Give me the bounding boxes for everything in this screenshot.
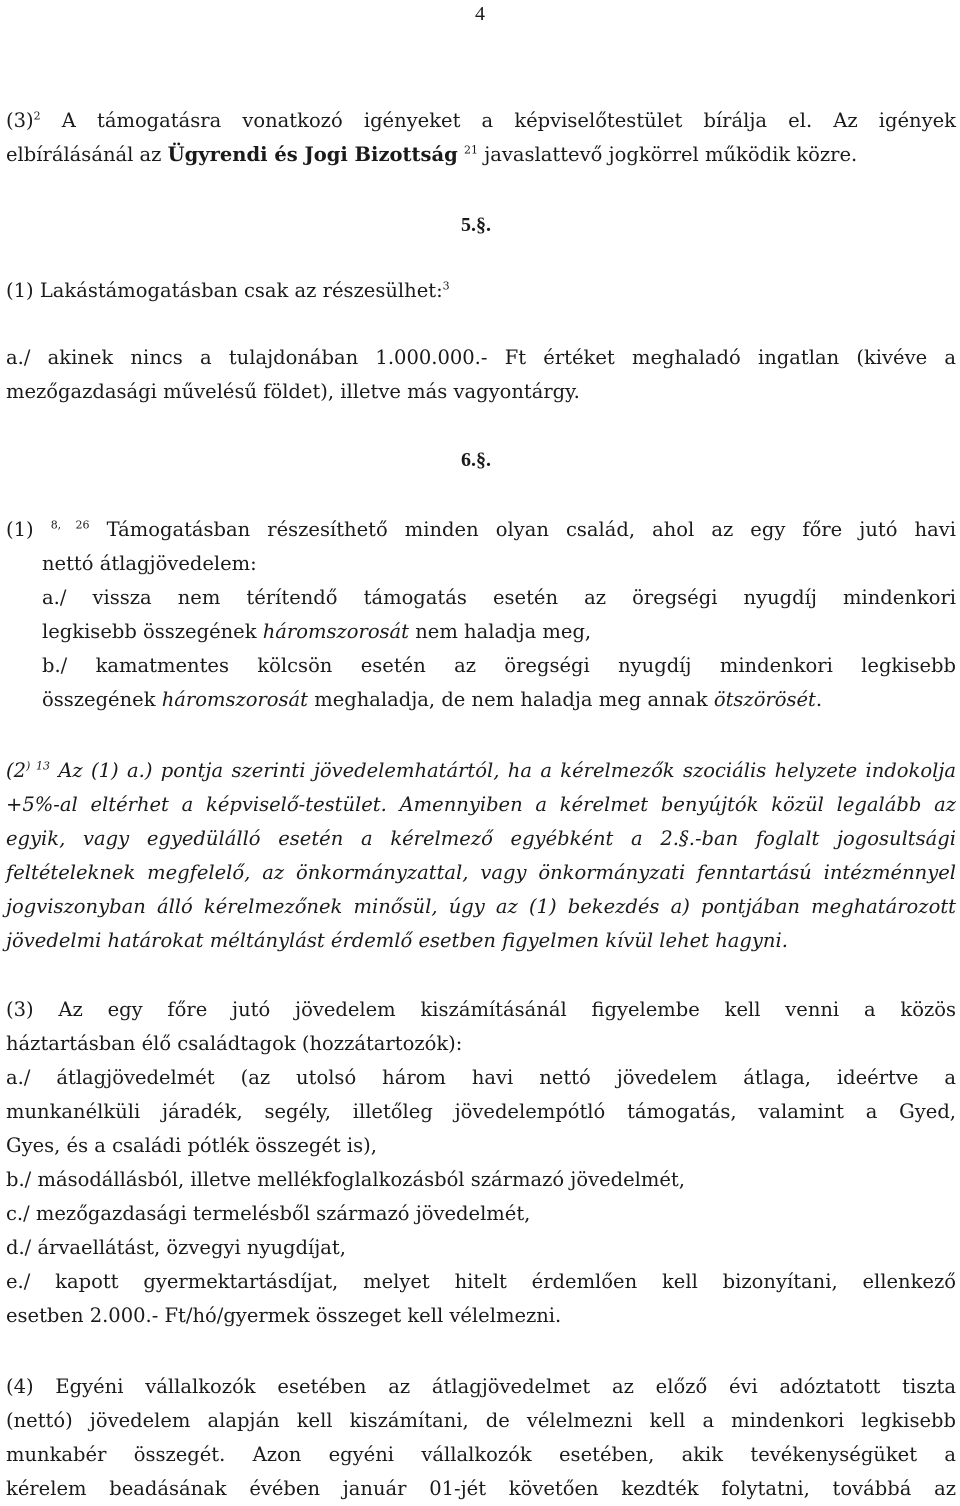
text-line: feltételeknek megfelelő, az önkormányzattal, vagy önkormányzati fenntartású intézménnyel bbox=[6, 861, 956, 884]
text-line: (3) Az egy főre jutó jövedelem kiszámításánál figyelembe kell venni a közös bbox=[6, 998, 956, 1021]
text-line: összegének háromszorosát meghaladja, de nem haladja meg annak ötszörösét. bbox=[42, 688, 823, 711]
text-line: elbírálásánál az Ügyrendi és Jogi Bizottság $^{21}$ javaslattevő jogkörrel működik közre. bbox=[6, 143, 858, 166]
text-line: ($2^{) 13}$ Az (1) a.) pontja szerinti jövedelemhatártól, ha a kérelmezők szociális helyzete indokolja bbox=[6, 759, 956, 782]
text-line: (1) $^{8, 26}$ Támogatásban részesíthető minden olyan család, ahol az egy főre jutó havi bbox=[6, 518, 956, 541]
text-line: egyik, vagy egyedülálló esetén a kérelmező egyébként a 2.§.-ban foglalt jogosultsági bbox=[6, 827, 956, 850]
section-6-para-4 bbox=[6, 1370, 956, 1506]
section-6-para-3 bbox=[6, 993, 956, 1333]
section-6-para-2 bbox=[6, 754, 956, 958]
text-line: esetben 2.000.- Ft/hó/gyermek összeget kell vélelmezni. bbox=[6, 1304, 562, 1327]
text-line: a./ akinek nincs a tulajdonában 1.000.000.- Ft értéket meghaladó ingatlan (kivéve a bbox=[6, 346, 956, 369]
text-line: e./ kapott gyermektartásdíjat, melyet hitelt érdemlően kell bizonyítani, ellenkező bbox=[6, 1270, 956, 1293]
text-line: b./ kamatmentes kölcsön esetén az öregségi nyugdíj mindenkori legkisebb bbox=[42, 654, 956, 677]
section-heading-6: 6.§. bbox=[461, 449, 491, 471]
text-line: b./ másodállásból, illetve mellékfoglalkozásból származó jövedelmét, bbox=[6, 1168, 685, 1191]
text-line: a./ átlagjövedelmét (az utolsó három havi nettó jövedelem átlaga, ideértve a bbox=[6, 1066, 956, 1089]
text-line: +5%-al eltérhet a képviselő-testület. Amennyiben a kérelmet benyújtók közül legalább az bbox=[6, 793, 956, 816]
text-line: c./ mezőgazdasági termelésből származó jövedelmét, bbox=[6, 1202, 531, 1225]
text-line: munkanélküli járadék, segély, illetőleg jövedelempótló támogatás, valamint a Gyed, bbox=[6, 1100, 956, 1123]
text-line: (nettó) jövedelem alapján kell kiszámítani, de vélelmezni kell a mindenkori legkisebb bbox=[6, 1409, 956, 1432]
committee-name: Ügyrendi és Jogi Bizottság bbox=[167, 143, 458, 166]
section-5-item-a bbox=[6, 341, 956, 409]
text-line: háztartásban élő családtagok (hozzátartozók): bbox=[6, 1032, 463, 1055]
text-line: munkabér összegét. Azon egyéni vállalkozók esetében, akik tevékenységüket a bbox=[6, 1443, 956, 1466]
text-line: Gyes, és a családi pótlék összegét is), bbox=[6, 1134, 377, 1157]
text-line: mezőgazdasági művelésű földet), illetve más vagyontárgy. bbox=[6, 380, 580, 403]
text-line: (1) Lakástámogatásban csak az részesülhet:$^3$ bbox=[6, 279, 450, 302]
text-line: kérelem beadásának évében január 01-jét követően kezdték folytatni, továbbá az bbox=[6, 1477, 956, 1500]
text-line: nettó átlagjövedelem: bbox=[42, 552, 257, 575]
text-line: legkisebb összegének háromszorosát nem haladja meg, bbox=[42, 620, 592, 643]
text-line: (4) Egyéni vállalkozók esetében az átlagjövedelmet az előző évi adóztatott tiszta bbox=[6, 1375, 956, 1398]
text-line: $(3)^2$ A támogatásra vonatkozó igényeket a képviselőtestület bírálja el. Az igények bbox=[6, 109, 956, 132]
text-line: a./ vissza nem térítendő támogatás esetén az öregségi nyugdíj mindenkori bbox=[42, 586, 956, 609]
text-line: d./ árvaellátást, özvegyi nyugdíjat, bbox=[6, 1236, 346, 1259]
text-line: jövedelmi határokat méltánylást érdemlő esetben figyelmen kívül lehet hagyni. bbox=[6, 929, 788, 952]
section-heading-5: 5.§. bbox=[461, 214, 491, 236]
page-number: 4 bbox=[475, 3, 485, 25]
section-5-body bbox=[6, 274, 956, 308]
text-line: jogviszonyban álló kérelmezőnek minősül, úgy az (1) bekezdés a) pontjában meghatározott bbox=[6, 895, 956, 918]
paragraph-3-approval bbox=[6, 104, 956, 172]
section-6-para-1 bbox=[6, 513, 956, 717]
